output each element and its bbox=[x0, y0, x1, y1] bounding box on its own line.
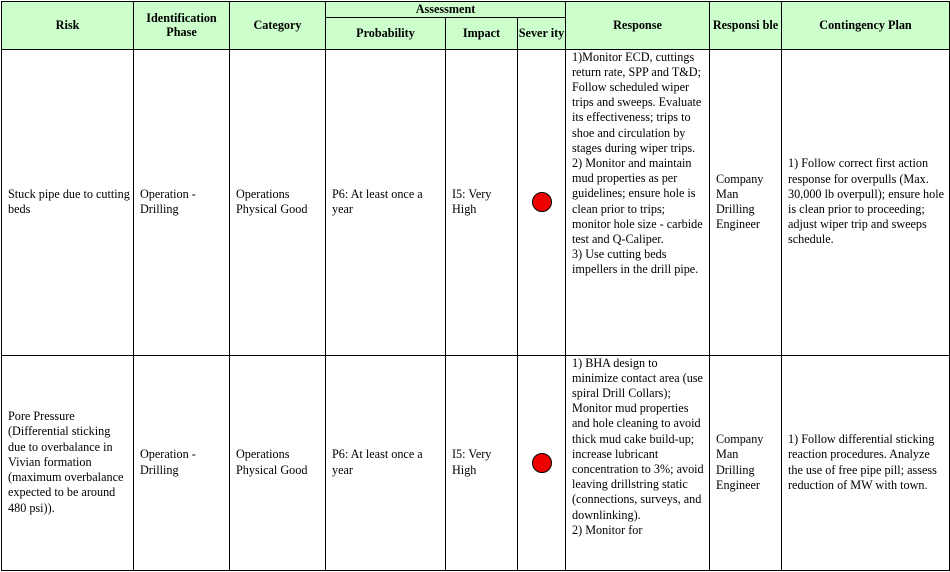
cell-risk: Stuck pipe due to cutting beds bbox=[2, 49, 134, 355]
cell-responsible: Company Man Drilling Engineer bbox=[710, 49, 782, 355]
cell-contingency-plan: 1) Follow differential sticking reaction procedures. Analyze the use of free pipe pill; assess reduction of MW with town. bbox=[782, 355, 950, 570]
header-impact: Impact bbox=[446, 17, 518, 49]
table-header bbox=[2, 2, 950, 50]
severity-indicator-icon bbox=[532, 453, 552, 473]
header-probability: Probability bbox=[326, 17, 446, 49]
header-assessment: Assessment bbox=[326, 2, 566, 18]
cell-response: 1) BHA design to minimize contact area (use spiral Drill Collars); Monitor mud properties and hole cleaning to avoid thick mud cake build-up; increase lubricant concentration to 3%; avoid leaving drillstring static (connections, surveys, and downlinking). 2) Monitor for bbox=[566, 355, 710, 570]
header-severity: Sever ity bbox=[518, 17, 566, 49]
cell-probability: P6: At least once a year bbox=[326, 355, 446, 570]
cell-contingency-plan: 1) Follow correct first action response for overpulls (Max. 30,000 lb overpull); ensure hole is clean prior to proceeding; adjust wiper trip and sweeps schedule. bbox=[782, 49, 950, 355]
header-category: Category bbox=[230, 2, 326, 50]
cell-identification-phase: Operation - Drilling bbox=[134, 355, 230, 570]
header-identification-phase: Identification Phase bbox=[134, 2, 230, 50]
cell-probability: P6: At least once a year bbox=[326, 49, 446, 355]
cell-severity bbox=[518, 49, 566, 355]
severity-indicator-icon bbox=[532, 192, 552, 212]
cell-category: Operations Physical Good bbox=[230, 355, 326, 570]
header-responsible: Responsi ble bbox=[710, 2, 782, 50]
cell-identification-phase: Operation - Drilling bbox=[134, 49, 230, 355]
cell-impact: I5: Very High bbox=[446, 355, 518, 570]
table-row bbox=[2, 49, 950, 355]
header-risk: Risk bbox=[2, 2, 134, 50]
cell-responsible: Company Man Drilling Engineer bbox=[710, 355, 782, 570]
table-row bbox=[2, 355, 950, 570]
cell-response: 1)Monitor ECD, cuttings return rate, SPP and T&D; Follow scheduled wiper trips and sweeps. Evaluate its effectiveness; trips to shoe and circulation by stages during wiper trips. 2) Monitor and maintain mud properties as per guidelines; ensure hole is clean prior to trips; monitor hole size - carbide test and Q-Caliper. 3) Use cutting beds impellers in the drill pipe. bbox=[566, 49, 710, 355]
cell-impact: I5: Very High bbox=[446, 49, 518, 355]
cell-severity bbox=[518, 355, 566, 570]
cell-risk: Pore Pressure (Differential sticking due to overbalance in Vivian formation (maximum overbalance expected to be around 480 psi)). bbox=[2, 355, 134, 570]
header-contingency-plan: Contingency Plan bbox=[782, 2, 950, 50]
risk-register-table bbox=[1, 1, 950, 571]
header-response: Response bbox=[566, 2, 710, 50]
cell-category: Operations Physical Good bbox=[230, 49, 326, 355]
